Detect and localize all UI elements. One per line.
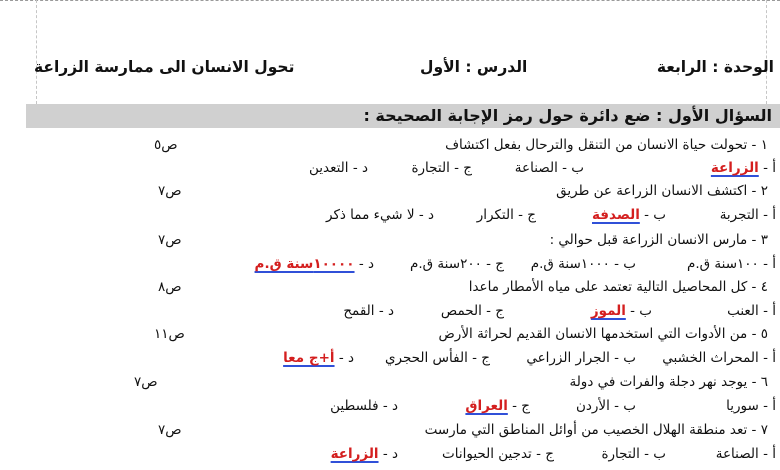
option[interactable]: د - التعدين [308,160,368,176]
question-heading: السؤال الأول : ضع دائرة حول رمز الإجابة الصحيحة : [363,106,772,125]
question-3-text: ٣ - مارس الانسان الزراعة قبل حوالي : [549,232,768,248]
question-4-options [0,301,780,321]
correct-answer: أ+ج معا [283,350,335,366]
option[interactable]: ج - ٢٠٠سنة ق.م [410,256,504,272]
correct-answer: الصدفة [592,207,640,223]
option[interactable]: ب - ١٠٠٠سنة ق.م [530,256,636,272]
unit-label: الوحدة : الرابعة [656,58,774,76]
option[interactable]: د - فلسطين [330,398,398,414]
correct-answer: الزراعة [330,446,379,462]
page-top-border [0,0,780,1]
question-2-text: ٢ - اكتشف الانسان الزراعة عن طريق [556,183,768,199]
option[interactable]: أ - ١٠٠سنة ق.م [686,256,776,272]
option[interactable]: أ - المحراث الخشبي [662,350,776,366]
option[interactable]: د - القمح [343,303,394,319]
option[interactable]: ج - التجارة [411,160,472,176]
question-6-options [0,396,780,416]
question-7-page-ref: ص٧ [158,422,182,438]
question-7-text: ٧ - تعد منطقة الهلال الخصيب من أوائل المناطق التي مارست [424,422,768,438]
question-6-text: ٦ - يوجد نهر دجلة والفرات في دولة [569,374,768,390]
margin-guide-right [766,0,767,104]
option[interactable]: ب - الموز [590,303,652,319]
option[interactable]: ج - التكرار [476,207,536,223]
question-6-page-ref: ص٧ [134,374,158,390]
option[interactable]: ب - الجرار الزراعي [526,350,636,366]
question-1-options [0,158,780,178]
option[interactable]: أ - الصناعة [715,446,776,462]
correct-answer: الزراعة [710,160,759,176]
question-7-options [0,444,780,464]
option[interactable]: ج - العراق [465,398,530,414]
question-2-page-ref: ص٧ [158,183,182,199]
question-1-text: ١ - تحولت حياة الانسان من التنقل والترحال بفعل اكتشاف [445,137,768,153]
margin-guide-left [36,0,37,104]
question-4-page-ref: ص٨ [158,279,182,295]
question-3-options [0,254,780,274]
option[interactable]: ب - الأردن [575,398,636,414]
option[interactable]: ج - تدجين الحيوانات [442,446,554,462]
option[interactable]: ب - الصناعة [514,160,584,176]
correct-answer: الموز [590,303,626,319]
option[interactable]: د - لا شيء مما ذكر [326,207,434,223]
option[interactable]: أ - الزراعة [710,160,776,176]
question-5-page-ref: ص١١ [154,326,185,342]
question-5-options [0,348,780,368]
option[interactable]: د - ١٠٠٠٠سنة ق.م [254,256,374,272]
option[interactable]: د - أ+ج معا [283,350,354,366]
option[interactable]: أ - سوريا [726,398,776,414]
topic-title: تحول الانسان الى ممارسة الزراعة [34,58,295,76]
option[interactable]: د - الزراعة [330,446,398,462]
question-2-options [0,205,780,225]
question-1-page-ref: ص٥ [154,137,178,153]
question-5-text: ٥ - من الأدوات التي استخدمها الانسان القديم لحراثة الأرض [438,326,768,342]
option[interactable]: أ - التجربة [719,207,776,223]
option[interactable]: أ - العنب [727,303,776,319]
question-4-text: ٤ - كل المحاصيل التالية تعتمد على مياه الأمطار ماعدا [468,279,768,295]
correct-answer: ١٠٠٠٠سنة ق.م [254,256,355,272]
question-3-page-ref: ص٧ [158,232,182,248]
option[interactable]: ب - الصدفة [592,207,666,223]
option[interactable]: ج - الحمص [440,303,504,319]
correct-answer: العراق [465,398,508,414]
lesson-label: الدرس : الأول [420,58,528,76]
option[interactable]: ج - الفأس الحجري [384,350,490,366]
option[interactable]: ب - التجارة [601,446,666,462]
